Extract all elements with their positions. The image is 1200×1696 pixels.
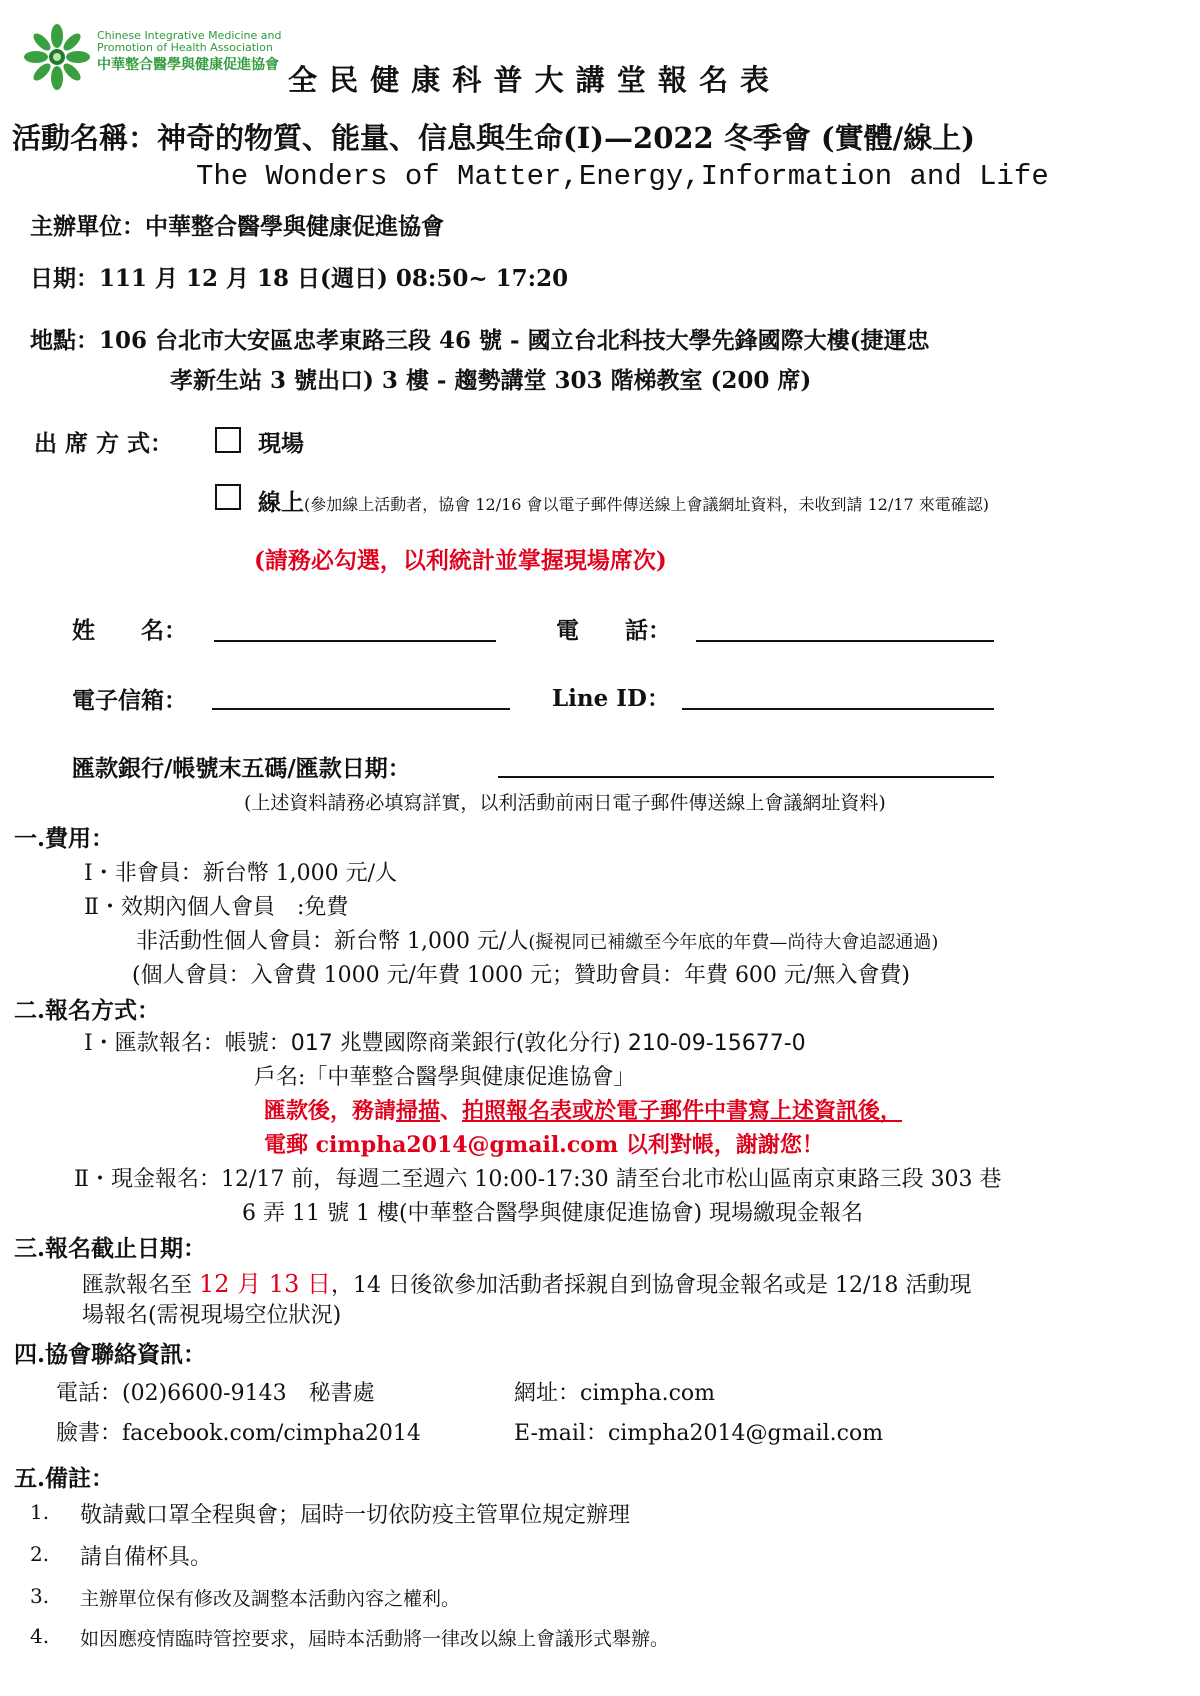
name-field[interactable]	[214, 640, 496, 642]
logo-en-line2: Promotion of Health Association	[97, 41, 273, 54]
instruction-part-d: 拍照報名表或於電子郵件中書寫上述資訊後，	[462, 1098, 903, 1124]
contact-email: E-mail：cimpha2014@gmail.com	[514, 1421, 884, 1446]
remark-text-2: 請自備杯具。	[80, 1545, 213, 1570]
bank-transfer-line	[84, 1026, 806, 1057]
bank-info-label: 匯款銀行/帳號末五碼/匯款日期：	[72, 755, 411, 782]
logo-zh: 中華整合醫學與健康促進協會	[97, 57, 279, 73]
online-note: (參加線上活動者，協會 12/16 會以電子郵件傳送線上會議網址資料，未收到請 12/17 來電確認)	[304, 495, 990, 514]
email-field[interactable]	[212, 708, 510, 710]
association-logo	[22, 22, 92, 92]
form-note: (上述資料請務必填寫詳實，以利活動前兩日電子郵件傳送線上會議網址資料)	[244, 792, 886, 814]
event-date: 日期：111 月 12 月 18 日(週日) 08:50~ 17:20	[30, 265, 569, 292]
contact-heading: 四.協會聯絡資訊：	[14, 1341, 207, 1368]
must-check-note: (請務必勾選，以利統計並掌握現場席次)	[254, 547, 667, 574]
onsite-option-label: 現場	[258, 430, 304, 457]
online-option-label: 線上	[258, 489, 304, 516]
location-line2: 孝新生站 3 號出口) 3 樓 - 趨勢講堂 303 階梯教室 (200 席)	[170, 367, 812, 394]
deadline-prefix: 匯款報名至	[82, 1273, 199, 1298]
deadline-heading: 三.報名截止日期：	[14, 1235, 207, 1262]
fee-item-inactive	[136, 924, 938, 955]
remark-text-1: 敬請戴口罩全程與會；屆時一切依防疫主管單位規定辦理	[80, 1503, 631, 1528]
fee-item-nonmember: Ⅰ・非會員：新台幣 1,000 元/人	[84, 861, 398, 886]
contact-website: 網址：cimpha.com	[514, 1381, 716, 1406]
attendance-label: 出 席 方 式：	[34, 430, 174, 457]
instruction-part-a: 匯款後，務請	[264, 1098, 397, 1124]
remark-num-1: 1.	[30, 1500, 50, 1524]
instruction-part-sep: 、	[440, 1098, 463, 1124]
contact-phone: 電話：(02)6600-9143 秘書處	[56, 1381, 375, 1406]
cash-registration-line2: 6 弄 11 號 1 樓(中華整合醫學與健康促進協會) 現場繳現金報名	[242, 1201, 864, 1226]
line-id-field[interactable]	[682, 708, 994, 710]
remark-text-4: 如因應疫情臨時管控要求，屆時本活動將一律改以線上會議形式舉辦。	[80, 1628, 670, 1650]
logo-en-line1: Chinese Integrative Medicine and	[97, 29, 282, 42]
online-option	[258, 484, 989, 517]
event-name-label: 活動名稱：	[12, 121, 158, 155]
bank-info-field[interactable]	[498, 776, 994, 778]
page-title: 全 民 健 康 科 普 大 講 堂 報 名 表	[288, 63, 771, 97]
transfer-instruction-line1	[264, 1094, 902, 1125]
event-name: 神奇的物質、能量、信息與生命(Ⅰ)—2022 冬季會 (實體/線上)	[157, 121, 975, 155]
leaf-logo-icon	[22, 22, 92, 92]
onsite-checkbox[interactable]	[215, 427, 241, 453]
location-line1: 地點：106 台北市大安區忠孝東路三段 46 號 - 國立台北科技大學先鋒國際大樓(捷運忠	[30, 327, 930, 354]
phone-field[interactable]	[696, 640, 994, 642]
remark-num-2: 2.	[30, 1542, 50, 1566]
organizer: 主辦單位：中華整合醫學與健康促進協會	[30, 213, 444, 240]
name-label: 姓 名：	[72, 617, 187, 644]
fee-inactive-main: 非活動性個人會員：新台幣 1,000 元/人	[136, 929, 529, 954]
deadline-suffix: ，14 日後欲參加活動者採親自到協會現金報名或是 12/18 活動現	[330, 1273, 972, 1298]
cash-registration-line1: Ⅱ・現金報名：12/17 前，每週二至週六 10:00-17:30 請至台北市松山區南京東路三段 303 巷	[74, 1167, 1002, 1192]
remark-num-3: 3.	[30, 1584, 50, 1608]
deadline-date: 12 月 13 日	[199, 1270, 331, 1298]
online-checkbox[interactable]	[215, 484, 241, 510]
event-name-line	[12, 116, 975, 157]
instruction-part-scan: 掃描	[396, 1098, 441, 1124]
deadline-line1	[82, 1264, 971, 1299]
bank-transfer-prefix: Ⅰ・匯款報名：帳號：	[84, 1031, 291, 1056]
account-name: 戶名:「中華整合醫學與健康促進協會」	[254, 1065, 636, 1090]
remark-num-4: 4.	[30, 1624, 50, 1648]
fees-heading: 一.費用：	[14, 825, 115, 852]
phone-label: 電 話：	[556, 617, 671, 644]
logo-text-block	[97, 30, 281, 74]
email-label: 電子信箱：	[72, 687, 187, 714]
fee-item-membership: (個人會員：入會費 1000 元/年費 1000 元；贊助會員：年費 600 元/無入會費)	[132, 963, 910, 988]
fee-inactive-note: (擬視同已補繳至今年底的年費—尚待大會追認通過)	[528, 932, 939, 953]
fee-item-member: Ⅱ・效期內個人會員 :免費	[84, 895, 349, 920]
bank-account: 017 兆豐國際商業銀行(敦化分行) 210-09-15677-0	[290, 1031, 806, 1056]
transfer-instruction-line2: 電郵 cimpha2014@gmail.com 以利對帳，謝謝您！	[264, 1132, 824, 1158]
contact-facebook: 臉書：facebook.com/cimpha2014	[56, 1421, 421, 1446]
event-name-en: The Wonders of Matter,Energy,Information and Life	[196, 160, 1049, 193]
registration-heading: 二.報名方式：	[14, 997, 161, 1024]
deadline-line2: 場報名(需視現場空位狀況)	[82, 1303, 342, 1328]
remarks-heading: 五.備註：	[14, 1465, 115, 1492]
line-id-label: Line ID：	[552, 685, 670, 712]
remark-text-3: 主辦單位保有修改及調整本活動內容之權利。	[80, 1588, 461, 1610]
